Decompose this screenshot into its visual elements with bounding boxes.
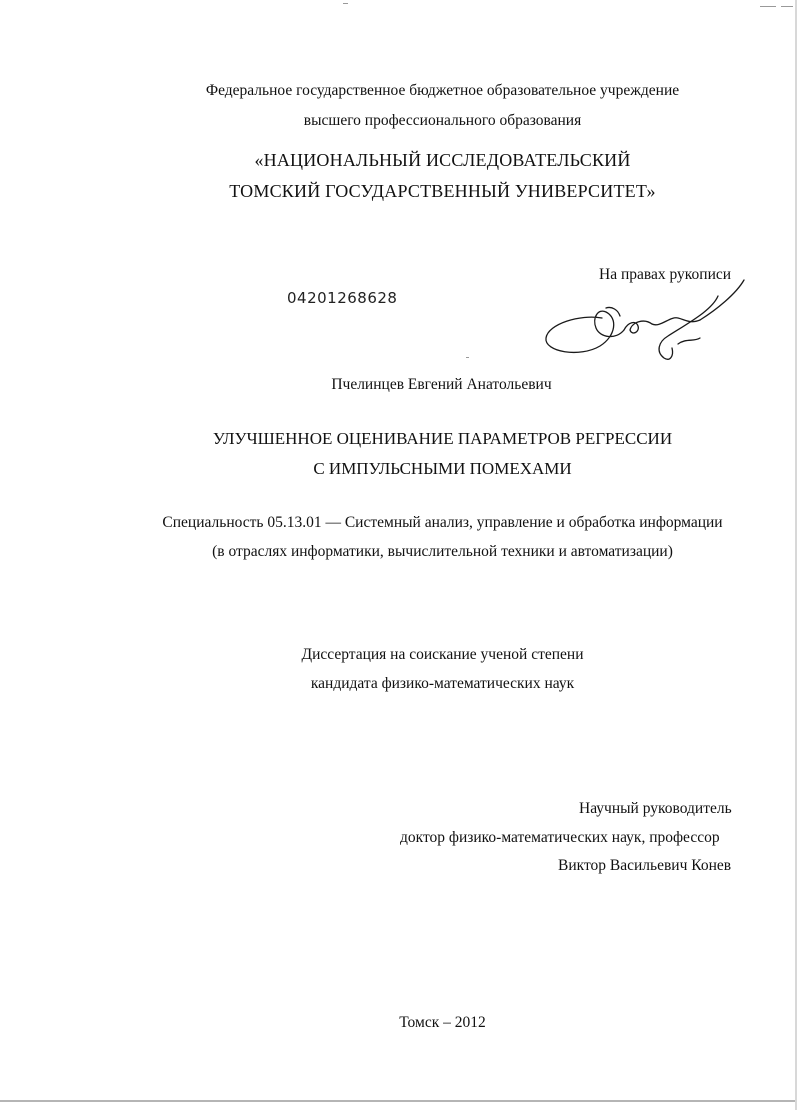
registration-stamp-number: 04201268628 xyxy=(287,289,398,307)
dissertation-title-line-2: С ИМПУЛЬСНЫМИ ПОМЕХАМИ xyxy=(313,459,572,478)
university-name-line-2: ТОМСКИЙ ГОСУДАРСТВЕННЫЙ УНИВЕРСИТЕТ» xyxy=(229,181,656,201)
scan-bottom-edge xyxy=(0,1100,797,1102)
institution-line-2: высшего профессионального образования xyxy=(303,112,582,129)
specialty-line-2: (в отраслях информатики, вычислительной техники и автоматизации) xyxy=(212,543,673,560)
scan-artifact-mark xyxy=(466,357,469,358)
supervisor-name: Виктор Васильевич Конев xyxy=(558,857,732,874)
manuscript-rights-note: На правах рукописи xyxy=(599,266,732,283)
supervisor-label: Научный руководитель xyxy=(579,800,732,817)
dissertation-title-line-1: УЛУЧШЕННОЕ ОЦЕНИВАНИЕ ПАРАМЕТРОВ РЕГРЕССИИ xyxy=(212,429,673,448)
supervisor-credentials: доктор физико-математических наук, профессор xyxy=(400,829,720,846)
specialty-line-1: Специальность 05.13.01 — Системный анализ, управление и обработка информации xyxy=(162,514,723,531)
scan-artifact-mark xyxy=(343,3,348,4)
city-year-footer: Томск – 2012 xyxy=(399,1014,486,1031)
author-name: Пчелинцев Евгений Анатольевич xyxy=(331,376,552,393)
scan-artifact-mark xyxy=(781,6,793,7)
university-name-line-1: «НАЦИОНАЛЬНЫЙ ИССЛЕДОВАТЕЛЬСКИЙ xyxy=(254,150,631,170)
scan-artifact-mark xyxy=(760,6,776,7)
degree-line-2: кандидата физико-математических наук xyxy=(310,675,575,692)
degree-line-1: Диссертация на соискание ученой степени xyxy=(301,646,584,663)
institution-line-1: Федеральное государственное бюджетное образовательное учреждение xyxy=(205,82,680,99)
signature-image xyxy=(540,266,760,376)
